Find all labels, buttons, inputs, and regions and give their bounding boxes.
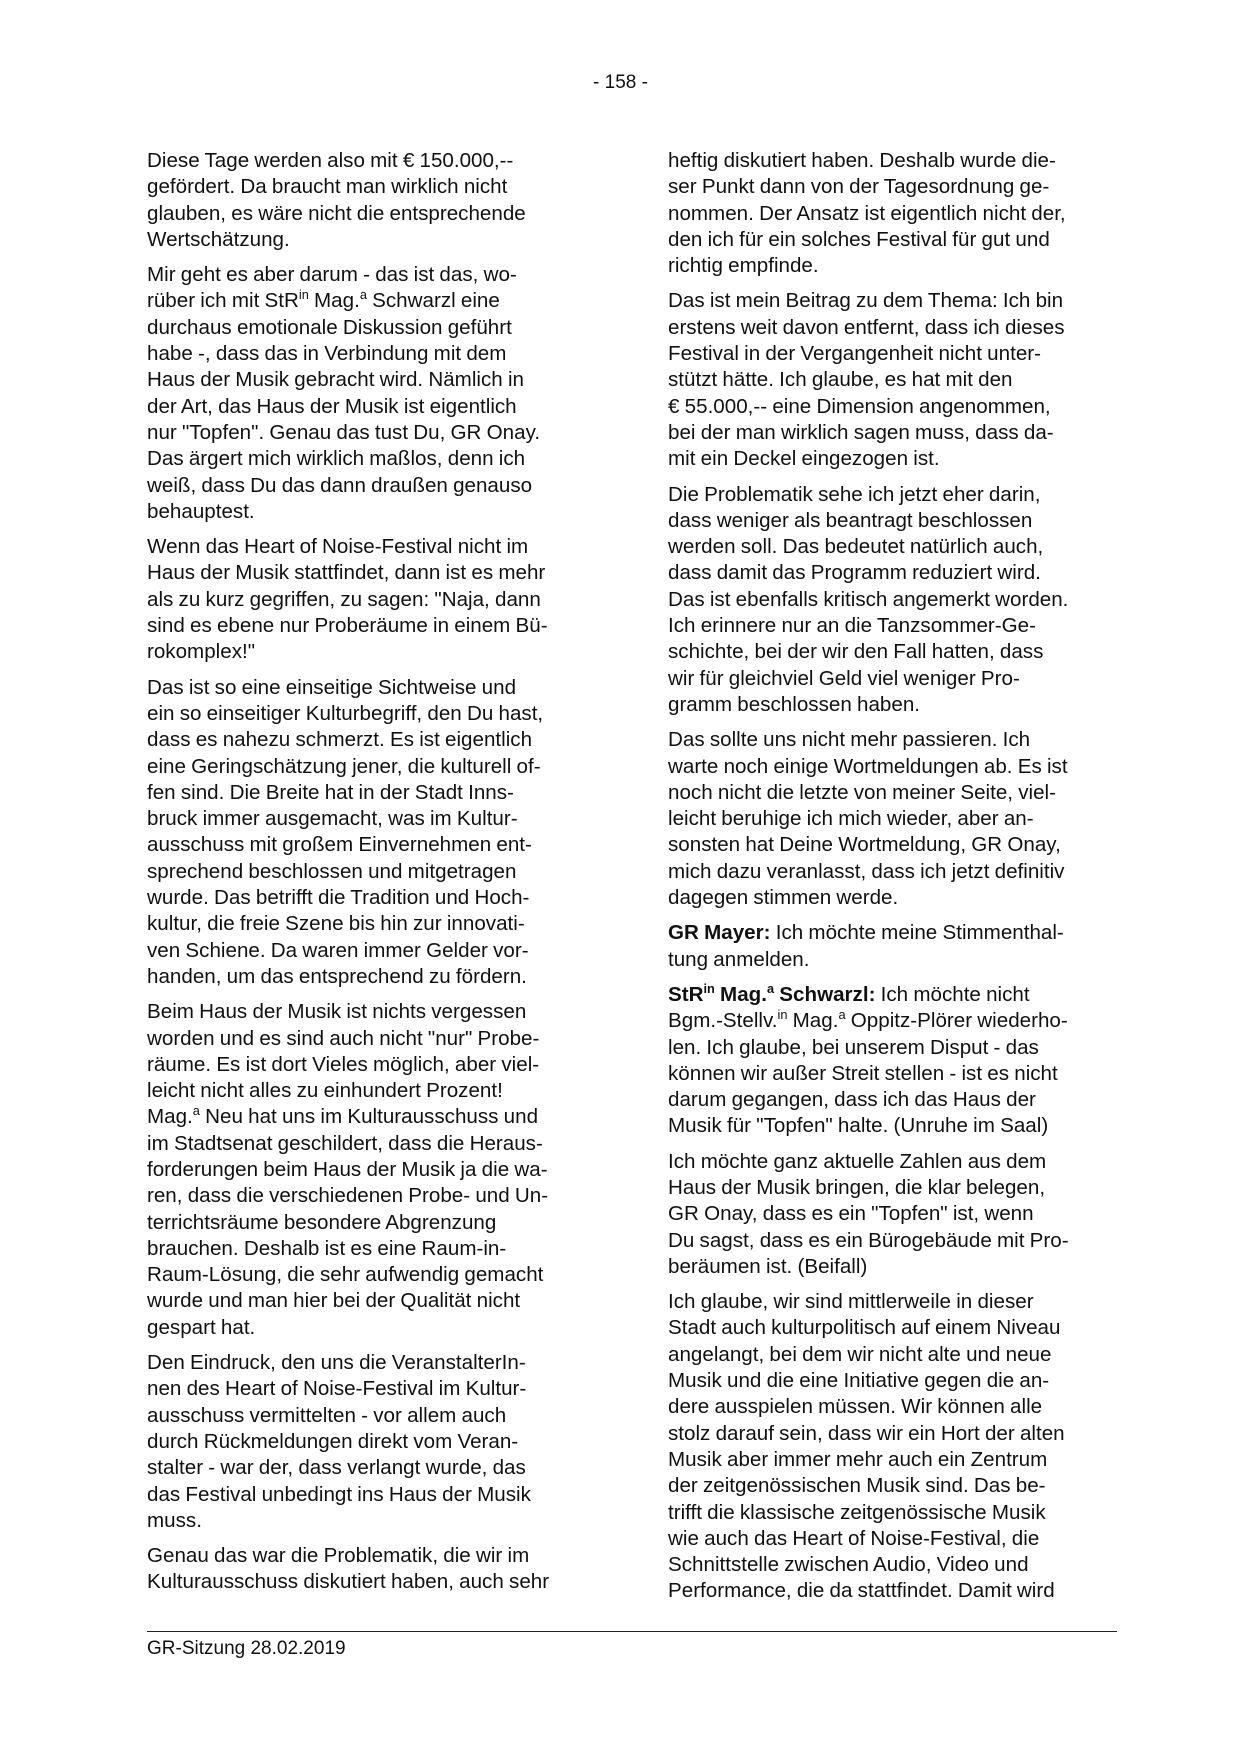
paragraph: Wenn das Heart of Noise-Festival nicht im Haus der Musik stattfindet, dann ist es mehr als zu kurz gegriffen, zu sagen: "Naja, dann sind es ebene nur Proberäume in einem Bü- rokomplex!" — [147, 535, 548, 664]
paragraph — [668, 288, 1118, 472]
footer-session-date: GR-Sitzung 28.02.2019 — [147, 1638, 346, 1659]
paragraph — [668, 148, 1118, 279]
paragraph — [668, 1289, 1118, 1605]
paragraph: Beim Haus der Musik ist nichts vergessen worden und es sind auch nicht "nur" Probe- räume. Es ist dort Vieles möglich, aber viel- leicht nicht alles zu einhundert Prozent! Mag.$^a$ Neu hat uns im Kulturausschuss und im Stadtsenat geschildert, dass die Heraus- forderungen beim Haus der Musik ja die wa- ren, dass die verschiedenen Probe- und Un- terrichtsräume besondere Abgrenzung brauchen. Deshalb ist es eine Raum-in- Raum-Lösung, die sehr aufwendig gemacht wurde und man hier bei der Qualität nicht gespart hat. — [147, 1000, 549, 1339]
paragraph-text: Das sollte uns nicht mehr passieren. Ich warte noch einige Wortmeldungen ab. Es ist noch nicht die letzte von meiner Seite, viel- leicht beruhige ich mich wieder, aber an- sonsten hat Deine Wortmeldung, GR Onay, mich dazu veranlasst, dass ich jetzt definitiv dagegen stimmen werde. — [668, 728, 1068, 910]
paragraph: Mir geht es aber darum - das ist das, wo- rüber ich mit StR$^{in}$ Mag.$^a$ Schwarzl eine durchaus emotionale Diskussion geführt habe -, dass das in Verbindung mit dem Haus der Musik gebracht wird. Nämlich in der Art, das Haus der Musik ist eigentlich nur "Topfen". Genau das tust Du, GR Onay. Das ärgert mich wirklich maßlos, denn ich weiß, dass Du das dann draußen genauso behauptest. — [147, 263, 541, 523]
paragraph-text: Ich glaube, wir sind mittlerweile in dieser Stadt auch kulturpolitisch auf einem Niveau angelangt, bei dem wir nicht alte und neue Musik und die eine Initiative gegen die an- dere ausspielen müssen. Wir können alle stolz darauf sein, dass wir ein Hort der alten Musik aber immer mehr auch ein Zentrum der zeitgenössischen Musik sind. Das be- trifft die klassische zeitgenössische Musik wie auch das Heart of Noise-Festival, die Schnittstelle zwischen Audio, Video und Performance, die da stattfindet. Damit wird — [668, 1290, 1065, 1603]
paragraph-text: Ich möchte ganz aktuelle Zahlen aus dem Haus der Musik bringen, die klar belegen, GR Onay, dass es ein "Topfen" ist, wenn Du sagst, dass es ein Bürogebäude mit Pro- beräumen ist. (Beifall) — [668, 1149, 1069, 1278]
speaker-name: StR$^{in}$ Mag.$^a$ Schwarzl: — [668, 981, 876, 1006]
paragraph: Das ist so eine einseitige Sichtweise und ein so einseitiger Kulturbegriff, den Du hast, dass es nahezu schmerzt. Es ist eigentlich eine Geringschätzung jener, die kulturell of- fen sind. Die Breite hat in der Stadt Inns- bruck immer ausgemacht, was im Kultur- ausschuss mit großem Einvernehmen ent- sprechend beschlossen und mitgetragen wurde. Das betrifft die Tradition und Hoch- kultur, die freie Szene bis hin zur innovati- ven Schiene. Da waren immer Gelder vor- handen, um das entsprechend zu fördern. — [147, 675, 544, 988]
paragraph — [668, 920, 1118, 973]
right-column — [668, 148, 1118, 1614]
page-number: - 158 - — [593, 72, 648, 93]
paragraph-text: Die Problematik sehe ich jetzt eher darin, dass weniger als beantragt beschlossen werden soll. Das bedeutet natürlich auch, dass damit das Programm reduziert wird. Das ist ebenfalls kritisch angemerkt worden. Ich erinnere nur an die Tanzsommer-Ge- schichte, bei der wir den Fall hatten, dass wir für gleichviel Geld viel weniger Pro- gramm beschlossen haben. — [668, 482, 1069, 716]
paragraph: Genau das war die Problematik, die wir im Kulturausschuss diskutiert haben, auch sehr — [147, 1544, 550, 1594]
footer-divider — [147, 1631, 1117, 1632]
paragraph-text: Ich möchte nicht Bgm.-Stellv.$^{in}$ Mag.$^a$ Oppitz-Plörer wiederho- len. Ich glaube, bei unserem Disput - das können wir außer Streit stellen - ist es nicht darum gegangen, dass ich das Haus der Musik für "Topfen" halte. (Unruhe im Saal) — [668, 982, 1068, 1138]
paragraph-text: Ich möchte meine Stimmenthal- tung anmelden. — [668, 921, 1064, 971]
paragraph-text: Das ist mein Beitrag zu dem Thema: Ich bin erstens weit davon entfernt, dass ich dieses Festival in der Vergangenheit nicht unter- stützt hätte. Ich glaube, es hat mit den € 55.000,-- eine Dimension angenommen, bei der man wirklich sagen muss, dass da- mit ein Deckel eingezogen ist. — [668, 289, 1065, 471]
paragraph: Den Eindruck, den uns die VeranstalterIn- nen des Heart of Noise-Festival im Kultur- ausschuss vermittelten - vor allem auch durch Rückmeldungen direkt vom Veran- stalter - war der, dass verlangt wurde, das das Festival unbedingt ins Haus der Musik muss. — [147, 1351, 531, 1532]
paragraph: Diese Tage werden also mit € 150.000,-- gefördert. Da braucht man wirklich nicht glauben, es wäre nicht die entsprechende Wertschätzung. — [147, 149, 526, 251]
paragraph — [668, 482, 1118, 719]
paragraph — [668, 727, 1118, 911]
paragraph — [668, 982, 1118, 1140]
paragraph-text: heftig diskutiert haben. Deshalb wurde die- ser Punkt dann von der Tagesordnung ge- nommen. Der Ansatz ist eigentlich nicht der, den ich für ein solches Festival für gut und richtig empfinde. — [668, 149, 1066, 278]
paragraph — [668, 1149, 1118, 1280]
left-column — [147, 148, 597, 1605]
speaker-name: GR Mayer: — [668, 921, 771, 945]
